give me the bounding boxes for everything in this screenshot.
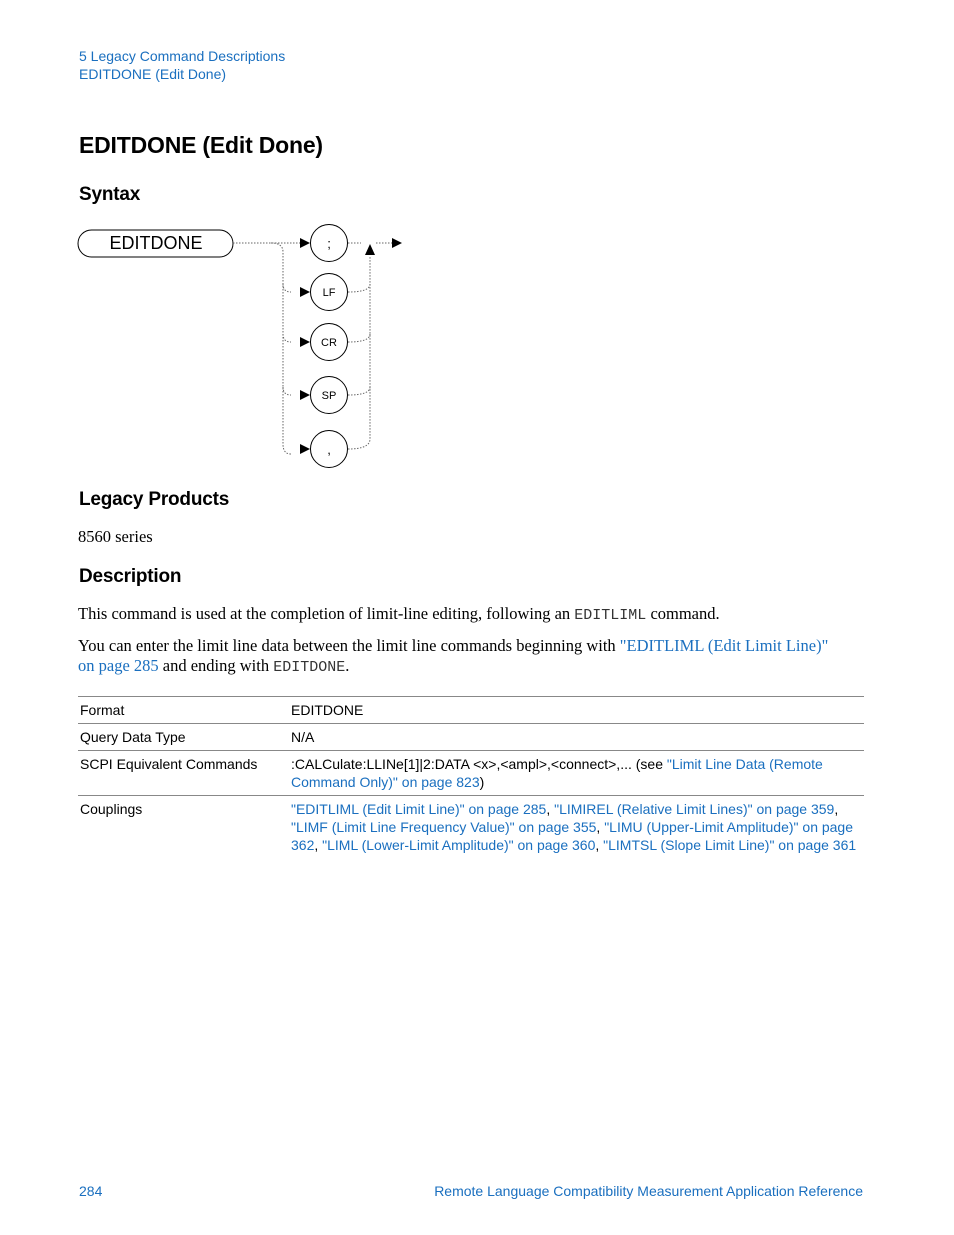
row-value: "EDITLIML (Edit Limit Line)" on page 285, "LIMIREL (Relative Limit Lines)" on page 359, "LIMF (Limit Line Frequency Value)" on page 355, "LIMU (Upper-Limit Amplitude)" on page 362, "LIML (Lower-Limit Amplitude)" on page 360, "LIMTSL (Slope Limit Line)" on page 361 [291,801,857,853]
svg-text:LF: LF [322,287,336,299]
command-label: EDITDONE [109,233,203,253]
row-value: EDITDONE [291,702,364,718]
breadcrumb-chapter[interactable]: 5 Legacy Command Descriptions [79,48,286,64]
row-value: N/A [291,729,315,745]
legacy-heading: Legacy Products [79,489,230,510]
table-row [78,796,864,859]
description-heading: Description [79,566,182,587]
command-info-table [78,696,864,858]
row-value: :CALCulate:LLINe[1]|2:DATA <x>,<ampl>,<connect>,... (see "Limit Line Data (Remote Command Only)" on page 823) [291,756,823,790]
svg-text:,: , [327,442,331,457]
svg-text:;: ; [327,236,331,251]
description-paragraph-1: This command is used at the completion of limit-line editing, following an EDITLIML command. [78,604,720,624]
limit-line-data-link[interactable]: "Limit Line Data (Remote Command Only)" on page 823 [291,756,823,790]
svg-text:SP: SP [321,390,337,402]
svg-text:CR: CR [321,337,337,349]
row-label: SCPI Equivalent Commands [80,756,258,772]
editliml-link[interactable]: "EDITLIML (Edit Limit Line)" on page 285 [78,636,829,675]
breadcrumb-section[interactable]: EDITDONE (Edit Done) [79,66,227,82]
table-row [78,697,864,724]
breadcrumb [79,47,285,83]
document-title: Remote Language Compatibility Measurement Application Reference [434,1183,863,1199]
page-title: EDITDONE (Edit Done) [79,132,323,158]
description-paragraph-2: You can enter the limit line data between the limit line commands beginning with "EDITLIML (Edit Limit Line)" on page 285 and ending with EDITDONE. [78,636,829,676]
row-label: Query Data Type [80,729,186,745]
table-row [78,724,864,751]
coupling-link-limu[interactable]: "LIMU (Upper-Limit Amplitude)" on page 362 [291,819,854,853]
coupling-link-liml[interactable]: "LIML (Lower-Limit Amplitude)" on page 360 [322,837,596,853]
syntax-diagram [76,222,416,477]
page-number: 284 [79,1183,103,1199]
coupling-link-limirel[interactable]: "LIMIREL (Relative Limit Lines)" on page 359 [554,801,835,817]
table-row [78,751,864,796]
row-label: Couplings [80,801,143,817]
legacy-text: 8560 series [78,527,153,546]
coupling-link-limf[interactable]: "LIMF (Limit Line Frequency Value)" on page 355 [291,819,597,835]
row-label: Format [80,702,125,718]
syntax-heading: Syntax [79,184,141,205]
coupling-link-editliml[interactable]: "EDITLIML (Edit Limit Line)" on page 285 [291,801,547,817]
coupling-link-limtsl[interactable]: "LIMTSL (Slope Limit Line)" on page 361 [603,837,857,853]
